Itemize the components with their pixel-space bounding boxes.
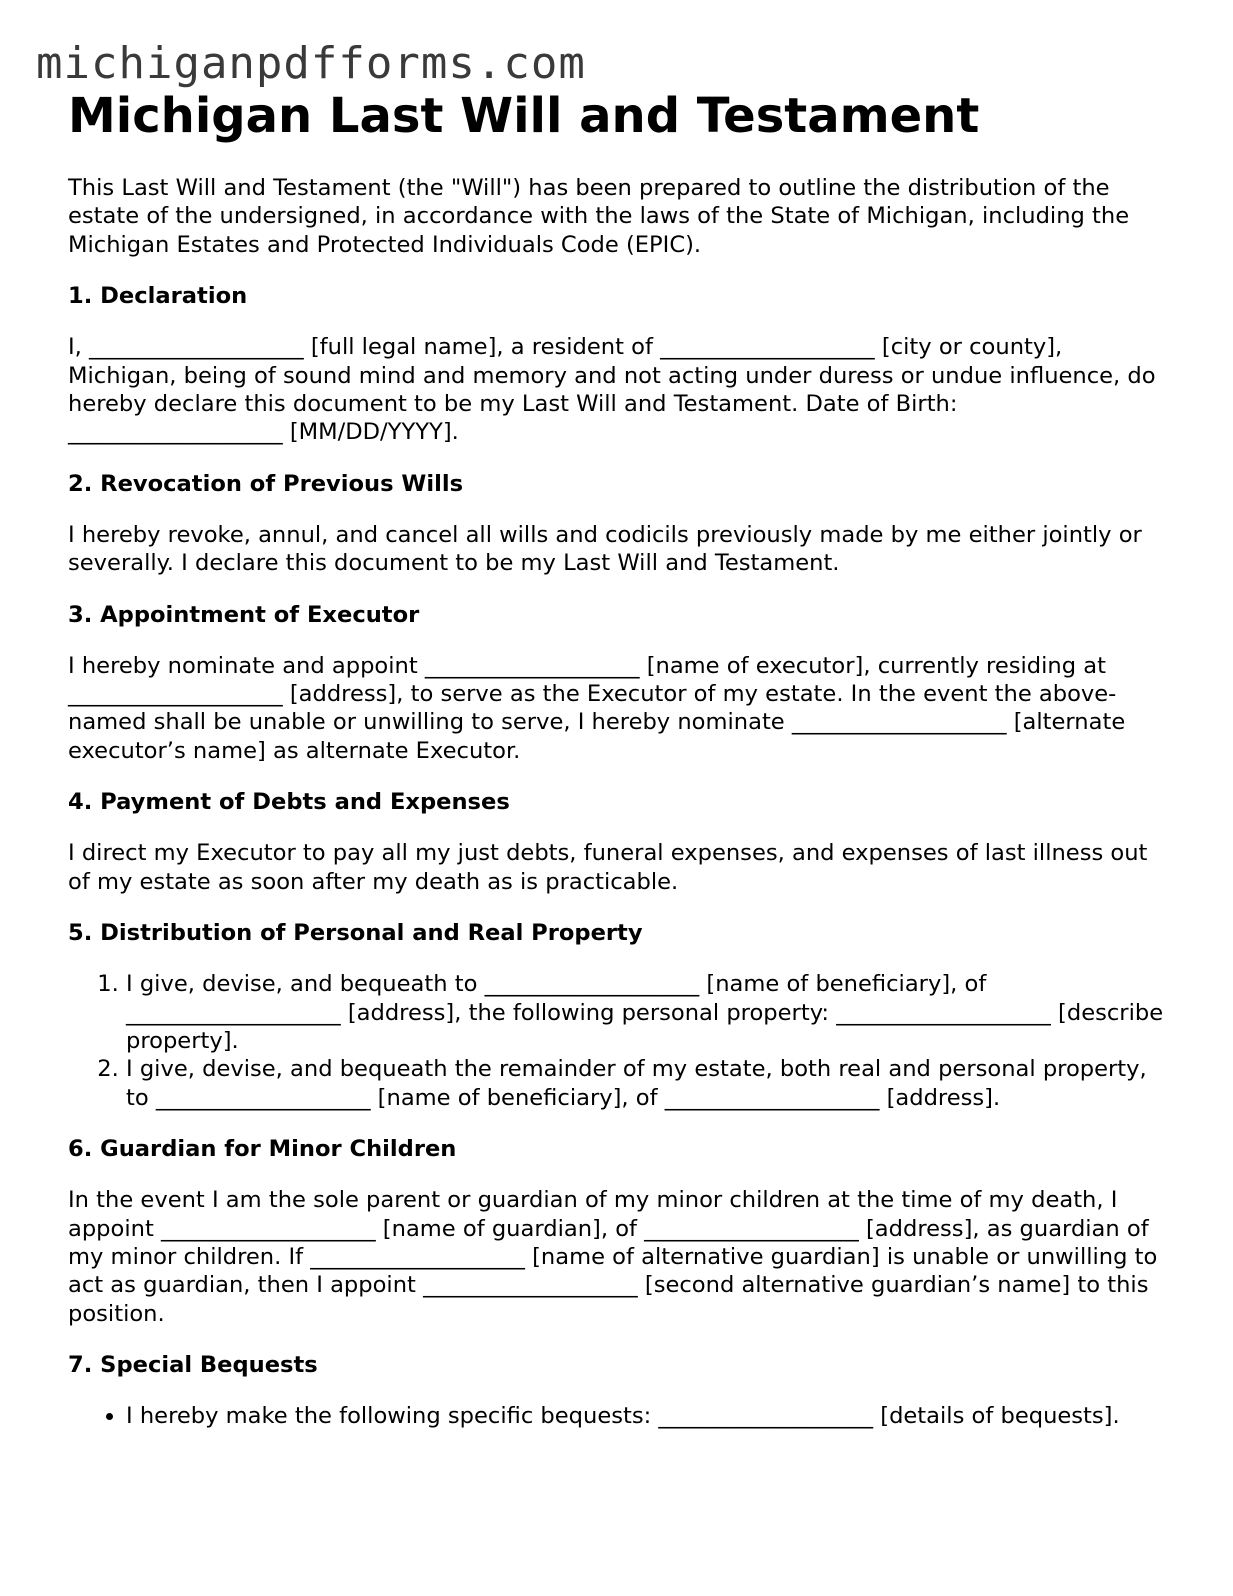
section-heading-executor: 3. Appointment of Executor — [68, 601, 420, 628]
executor-paragraph: I hereby nominate and appoint ___________________ [name of executor], currently residing at ___________________ [address], to serve as the Executor of my estate. In the event the above-named shall be unable or unwilling to serve, I hereby nominate ___________________ [alternate executor’s name] as alternate Executor. — [68, 652, 1126, 764]
section-heading-distribution: 5. Distribution of Personal and Real Property — [68, 920, 643, 947]
document-title: Michigan Last Will and Testament — [68, 88, 980, 144]
section-heading-guardian: 6. Guardian for Minor Children — [68, 1136, 457, 1163]
list-item: 2. I give, devise, and bequeath the remainder of my estate, both real and personal property, to ___________________ [name of beneficiary], of ___________________ [address]. — [126, 1055, 1168, 1112]
section-heading-revocation: 2. Revocation of Previous Wills — [68, 470, 464, 497]
list-item: 1. I give, devise, and bequeath to ___________________ [name of beneficiary], of ___________________ [address], the following personal property: ___________________ [describe property]. — [126, 970, 1168, 1055]
intro-paragraph: This Last Will and Testament (the "Will") has been prepared to outline the distribution of the estate of the undersigned, in accordance with the laws of the State of Michigan, including the Michigan Estates and Protected Individuals Code (EPIC). — [68, 175, 1130, 258]
site-watermark: michiganpdfforms.com — [36, 38, 586, 89]
section-heading-debts: 4. Payment of Debts and Expenses — [68, 789, 510, 816]
distribution-list — [68, 970, 1168, 1112]
bequests-list — [68, 1402, 1168, 1430]
section-heading-declaration: 1. Declaration — [68, 283, 248, 310]
revocation-paragraph: I hereby revoke, annul, and cancel all wills and codicils previously made by me either jointly or severally. I declare this document to be my Last Will and Testament. — [68, 521, 1142, 577]
section-heading-bequests: 7. Special Bequests — [68, 1352, 318, 1379]
declaration-paragraph: I, ___________________ [full legal name], a resident of ___________________ [city or county], Michigan, being of sound mind and memory and not acting under duress or undue influence, do hereby declare this document to be my Last Will and Testament. Date of Birth: ___________________ [MM/DD/YYYY]. — [68, 334, 1156, 446]
guardian-paragraph: In the event I am the sole parent or guardian of my minor children at the time of my death, I appoint ___________________ [name of guardian], of ___________________ [address], as guardian of my minor children. If ___________________ [name of alternative guardian] is unable or unwilling to act as guardian, then I appoint ___________________ [second alternative guardian’s name] to this position. — [68, 1187, 1158, 1327]
list-item: • I hereby make the following specific bequests: ___________________ [details of bequests]. — [126, 1402, 1168, 1430]
will-document — [68, 86, 1168, 1431]
debts-paragraph: I direct my Executor to pay all my just debts, funeral expenses, and expenses of last illness out of my estate as soon after my death as is practicable. — [68, 840, 1148, 895]
